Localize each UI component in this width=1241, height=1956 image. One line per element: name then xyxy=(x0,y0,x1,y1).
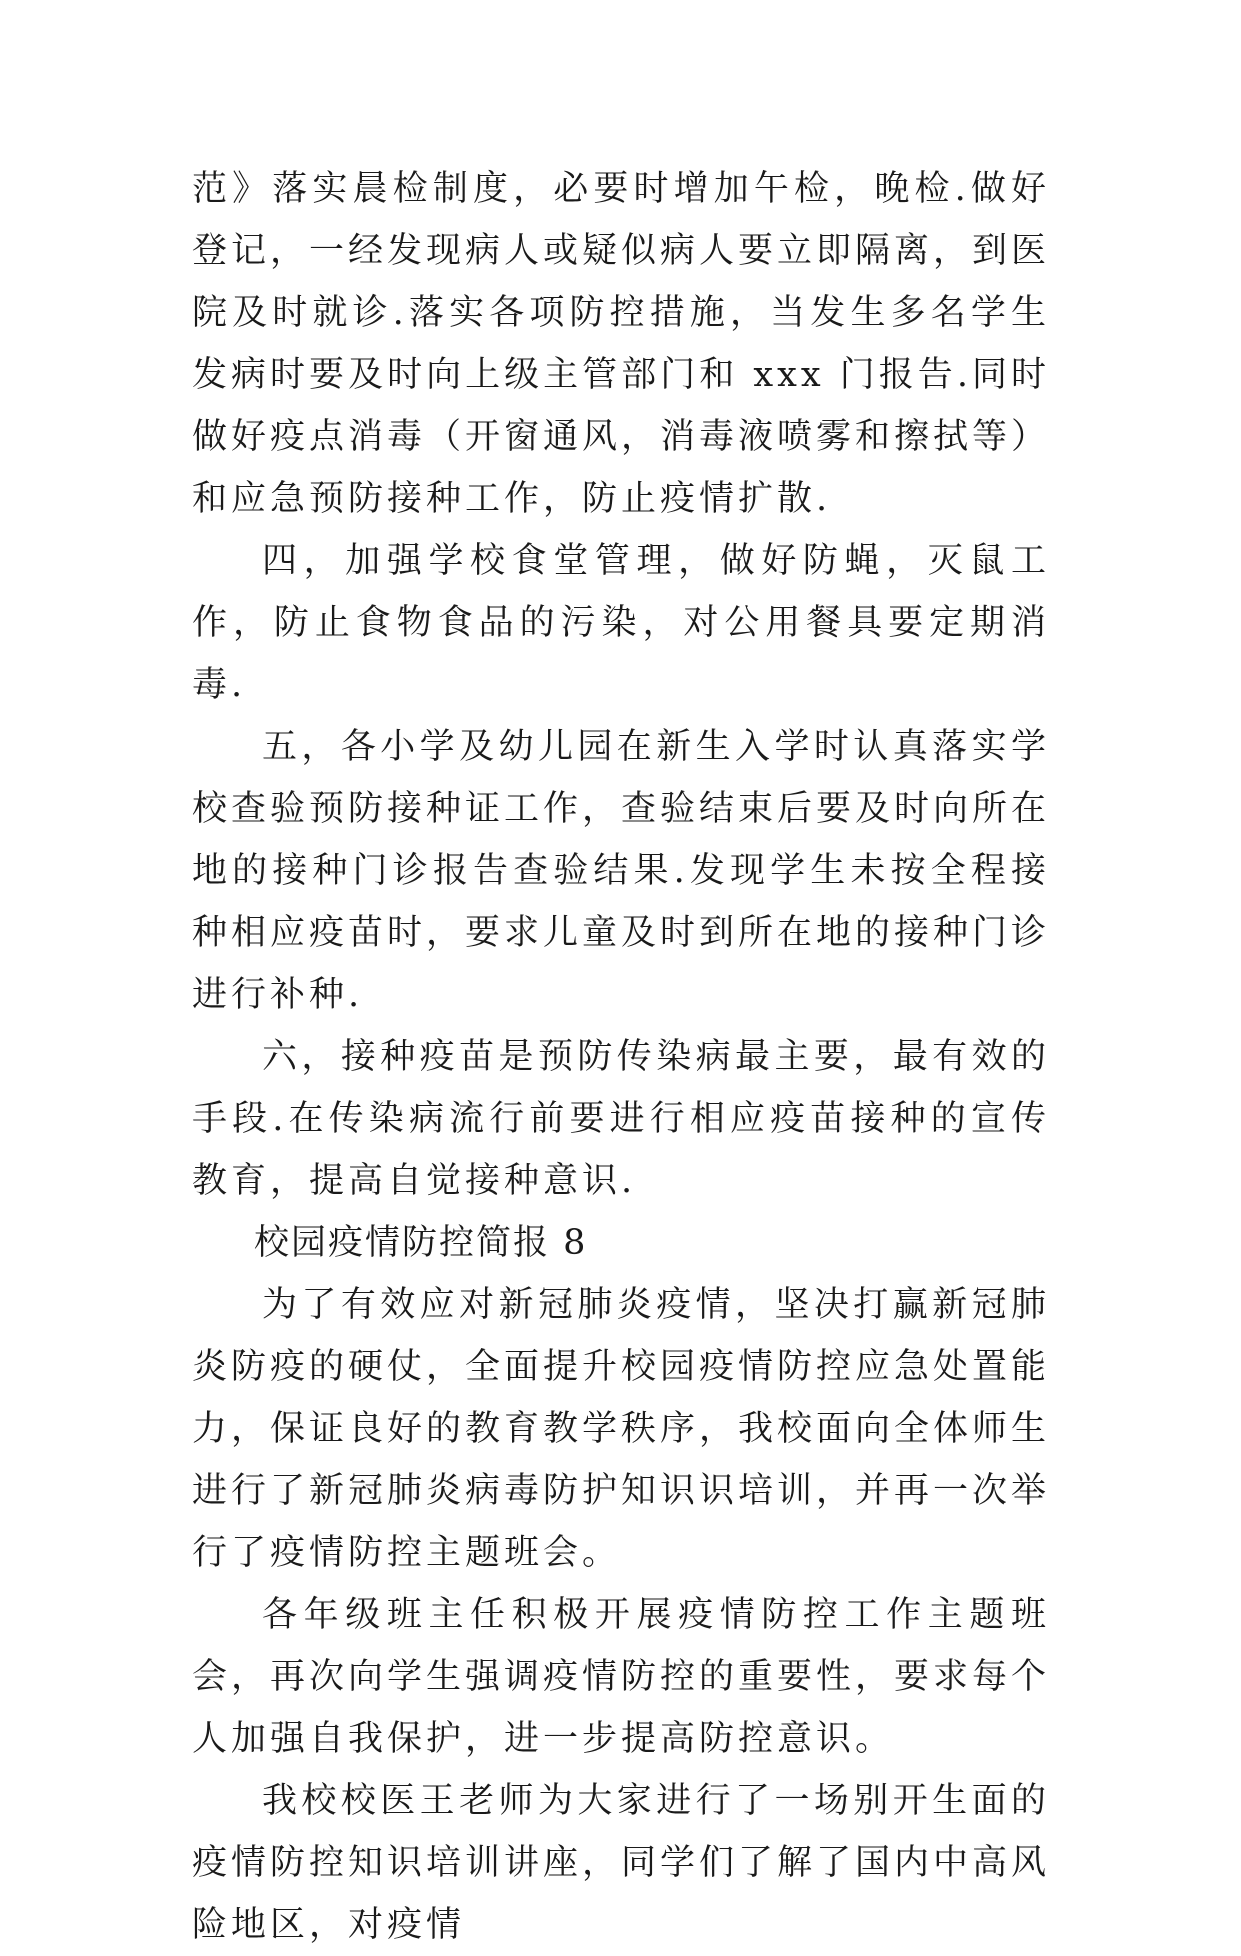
paragraph-item-4: 四，加强学校食堂管理，做好防蝇，灭鼠工作，防止食物食品的污染，对公用餐具要定期消毒. xyxy=(192,541,1050,705)
paragraph-item-6: 六，接种疫苗是预防传染病最主要，最有效的手段.在传染病流行前要进行相应疫苗接种的宣传教育，提高自觉接种意识. xyxy=(192,1037,1050,1201)
paragraph-item-5: 五，各小学及幼儿园在新生入学时认真落实学校查验预防接种证工作，查验结束后要及时向所在地的接种门诊报告查验结果.发现学生未按全程接种相应疫苗时，要求儿童及时到所在地的接种门诊进行补种. xyxy=(192,727,1051,1015)
section-paragraph-3: 我校校医王老师为大家进行了一场别开生面的疫情防控知识培训讲座，同学们了解了国内中高风险地区，对疫情 xyxy=(192,1781,1051,1945)
section-heading: 校园疫情防控简报 8 xyxy=(254,1223,588,1263)
section-paragraph-2: 各年级班主任积极开展疫情防控工作主题班会，再次向学生强调疫情防控的重要性，要求每个人加强自我保护，进一步提高防控意识。 xyxy=(192,1595,1051,1759)
paragraph-continued: 范》落实晨检制度，必要时增加午检，晚检.做好登记，一经发现病人或疑似病人要立即隔离，到医院及时就诊.落实各项防控措施，当发生多名学生发病时要及时向上级主管部门和 xxx 门报告.同时做好疫点消毒（开窗通风，消毒液喷雾和擦拭等）和应急预防接种工作，防止疫情扩散. xyxy=(192,169,1051,519)
section-paragraph-1: 为了有效应对新冠肺炎疫情，坚决打赢新冠肺炎防疫的硬仗，全面提升校园疫情防控应急处置能力，保证良好的教育教学秩序，我校面向全体师生进行了新冠肺炎病毒防护知识识培训，并再一次举行了疫情防控主题班会。 xyxy=(192,1285,1051,1573)
document-body xyxy=(192,158,1050,1956)
